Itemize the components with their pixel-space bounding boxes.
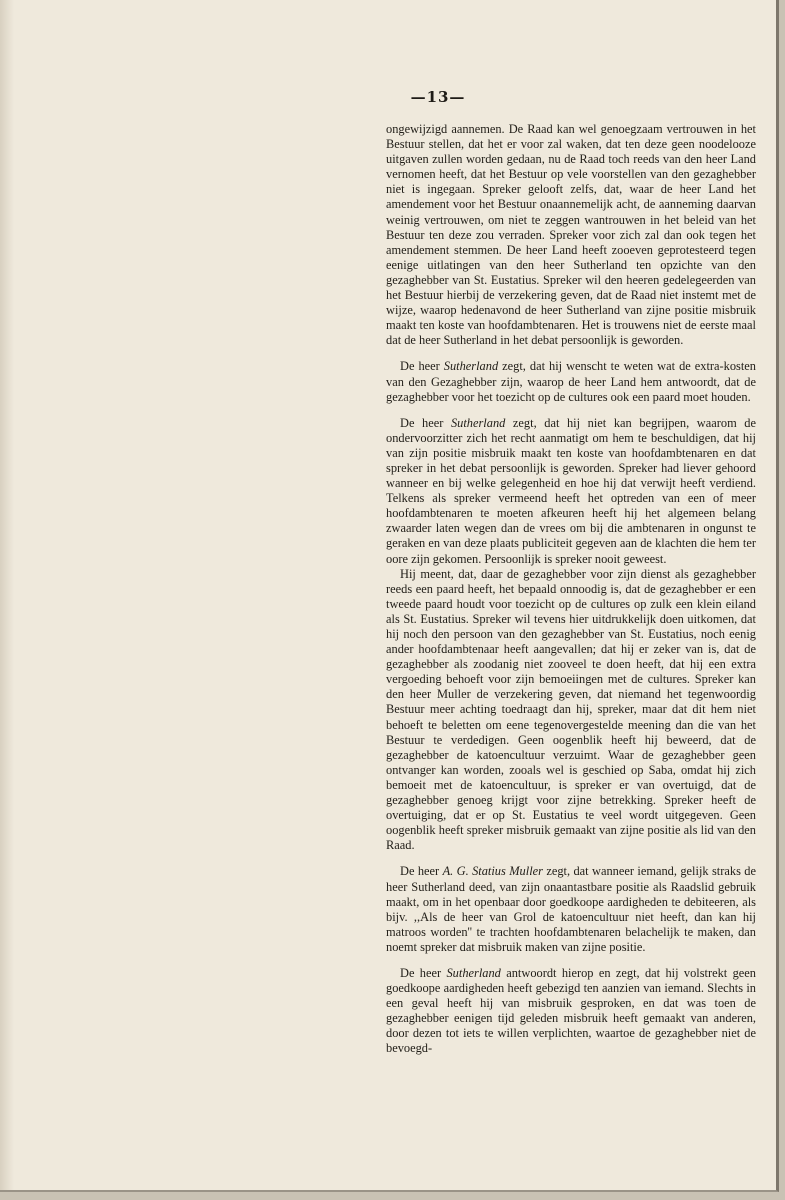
- page-number: —13—: [410, 88, 466, 106]
- speaker-name: Sutherland: [450, 415, 506, 430]
- speaker-name: Sutherland: [443, 359, 499, 374]
- paragraph-5: De heer A. G. Statius Muller zegt, dat wanneer iemand, gelijk straks de heer Sutherland deed, van zijn onaantastbare positie als Raadslid gebruik maakt, om in het openbaar door goedkoope aardigheden te debiteeren, als bijv. ,,Als de heer van Grol de katoencultuur niet heeft, dan kan hij matroos worden'' te trachten hoofdambtenaren belachelijk te maken, dan noemt spreker dat misbruik maken van zijne positie.: [386, 864, 756, 954]
- paragraph-4: Hij meent, dat, daar de gezaghebber voor zijn dienst als gezaghebber reeds een paard heeft, het bepaald onnoodig is, dat de gezaghebber er een tweede paard houdt voor toezicht op de cultures op zulk een klein eiland als St. Eustatius. Spreker wil tevens hier uitdrukkelijk doen uitkomen, dat hij noch den persoon van den gezaghebber van St. Eustatius, noch eenig ander hoofdambtenaar heeft aangevallen; dat hij er zeker van is, dat de gezaghebber als zoodanig niet zooveel te doen heeft, dat hij een extra vergoeding behoeft voor zijn bemoeiingen met de cultures. Spreker kan den heer Muller de verzekering geven, dat niemand het tegenwoordig Bestuur meer achting toedraagt dan hij, spreker, maar dat dit hem niet behoeft te beletten om eene tegenovergestelde meening dan die van het Bestuur te verdedigen. Geen oogenblik heeft hij beweerd, dat de gezaghebber de katoencultuur verzuimt. Waar de gezaghebber geen ontvanger kan worden, zooals wel is geschied op Saba, omdat hij zich bemoeit met de katoencultuur, is spreker er van overtuigd, dat de gezaghebber genoeg krijgt voor zijne betrekking. Spreker heeft de overtuiging, dat er op St. Eustatius te veel wordt uitgegeven. Geen oogenblik heeft spreker misbruik gemaakt van zijne positie als lid van den Raad.: [386, 566, 756, 853]
- speaker-name: Sutherland: [446, 965, 501, 980]
- speaker-name: A. G. Statius Muller: [442, 864, 543, 879]
- page-gutter: [0, 0, 14, 1190]
- paragraph-3: De heer Sutherland zegt, dat hij niet kan begrijpen, waarom de ondervoorzitter zich het recht aanmatigt om hem te beschuldigen, dat hij van zijn positie misbruik maakt ten koste van hoofdambtenaren en dat spreker in het debat persoonlijk is geworden. Spreker had liever gehoord wanneer en bij welke gelegenheid en hoe hij dat verwijt heeft verdiend. Telkens als spreker vermeend heeft het optreden van een of meer hoofdambtenaren te moeten afkeuren heeft hij het algemeen belang zwaarder laten wegen dan de vrees om bij die ambtenaren in ongunst te geraken en van deze plaats publiciteit gegeven aan de klachten die hem ter oore zijn gekomen. Persoonlijk is spreker nooit geweest.: [386, 415, 756, 566]
- paragraph-2: De heer Sutherland zegt, dat hij wenscht te weten wat de extra-kosten van den Gezaghebber zijn, waarop de heer Land hem antwoordt, dat de gezaghebber voor het toezicht op de cultures ook een paard moet houden.: [386, 359, 756, 404]
- paragraph-6: De heer Sutherland antwoordt hierop en zegt, dat hij volstrekt geen goedkoope aardigheden heeft gebezigd ten aanzien van iemand. Slechts in een geval heeft hij van misbruik gesproken, en dat was toen de gezaghebber eenigen tijd geleden misbruik heeft gemaakt van anderen, door dezen tot iets te willen verplichten, waartoe de gezaghebber niet de bevoegd-: [386, 965, 756, 1056]
- paragraph-1: ongewijzigd aannemen. De Raad kan wel genoegzaam vertrouwen in het Bestuur stellen, dat het er voor zal waken, dat ten deze geen noodelooze uitgaven zullen worden gedaan, nu de Raad toch reeds van den heer Land vernomen heeft, dat het Bestuur op vele voorstellen van den gezaghebber niet is ingegaan. Spreker gelooft zelfs, dat, waar de heer Land het amendement voor het Bestuur onaannemelijk acht, de aanneming daarvan weinig vertrouwen, om niet te zeggen wantrouwen in het beleid van het Bestuur ten deze zou verraden. Spreker voor zich zal dan ook tegen het amendement stemmen. De heer Land heeft zooeven geprotesteerd tegen eenige uitlatingen van den heer Sutherland ten opzichte van den gezaghebber van St. Eustatius. Spreker wil den heeren gedelegeerden van het Bestuur hierbij de verzekering geven, dat de Raad niet instemt met de wijze, waarop hedenavond de heer Sutherland van zijne positie misbruik maakt ten koste van hoofdambtenaren. Het is trouwens niet de eerste maal dat de heer Sutherland in het debat persoonlijk is geworden.: [386, 122, 756, 348]
- body-text: [386, 122, 756, 1057]
